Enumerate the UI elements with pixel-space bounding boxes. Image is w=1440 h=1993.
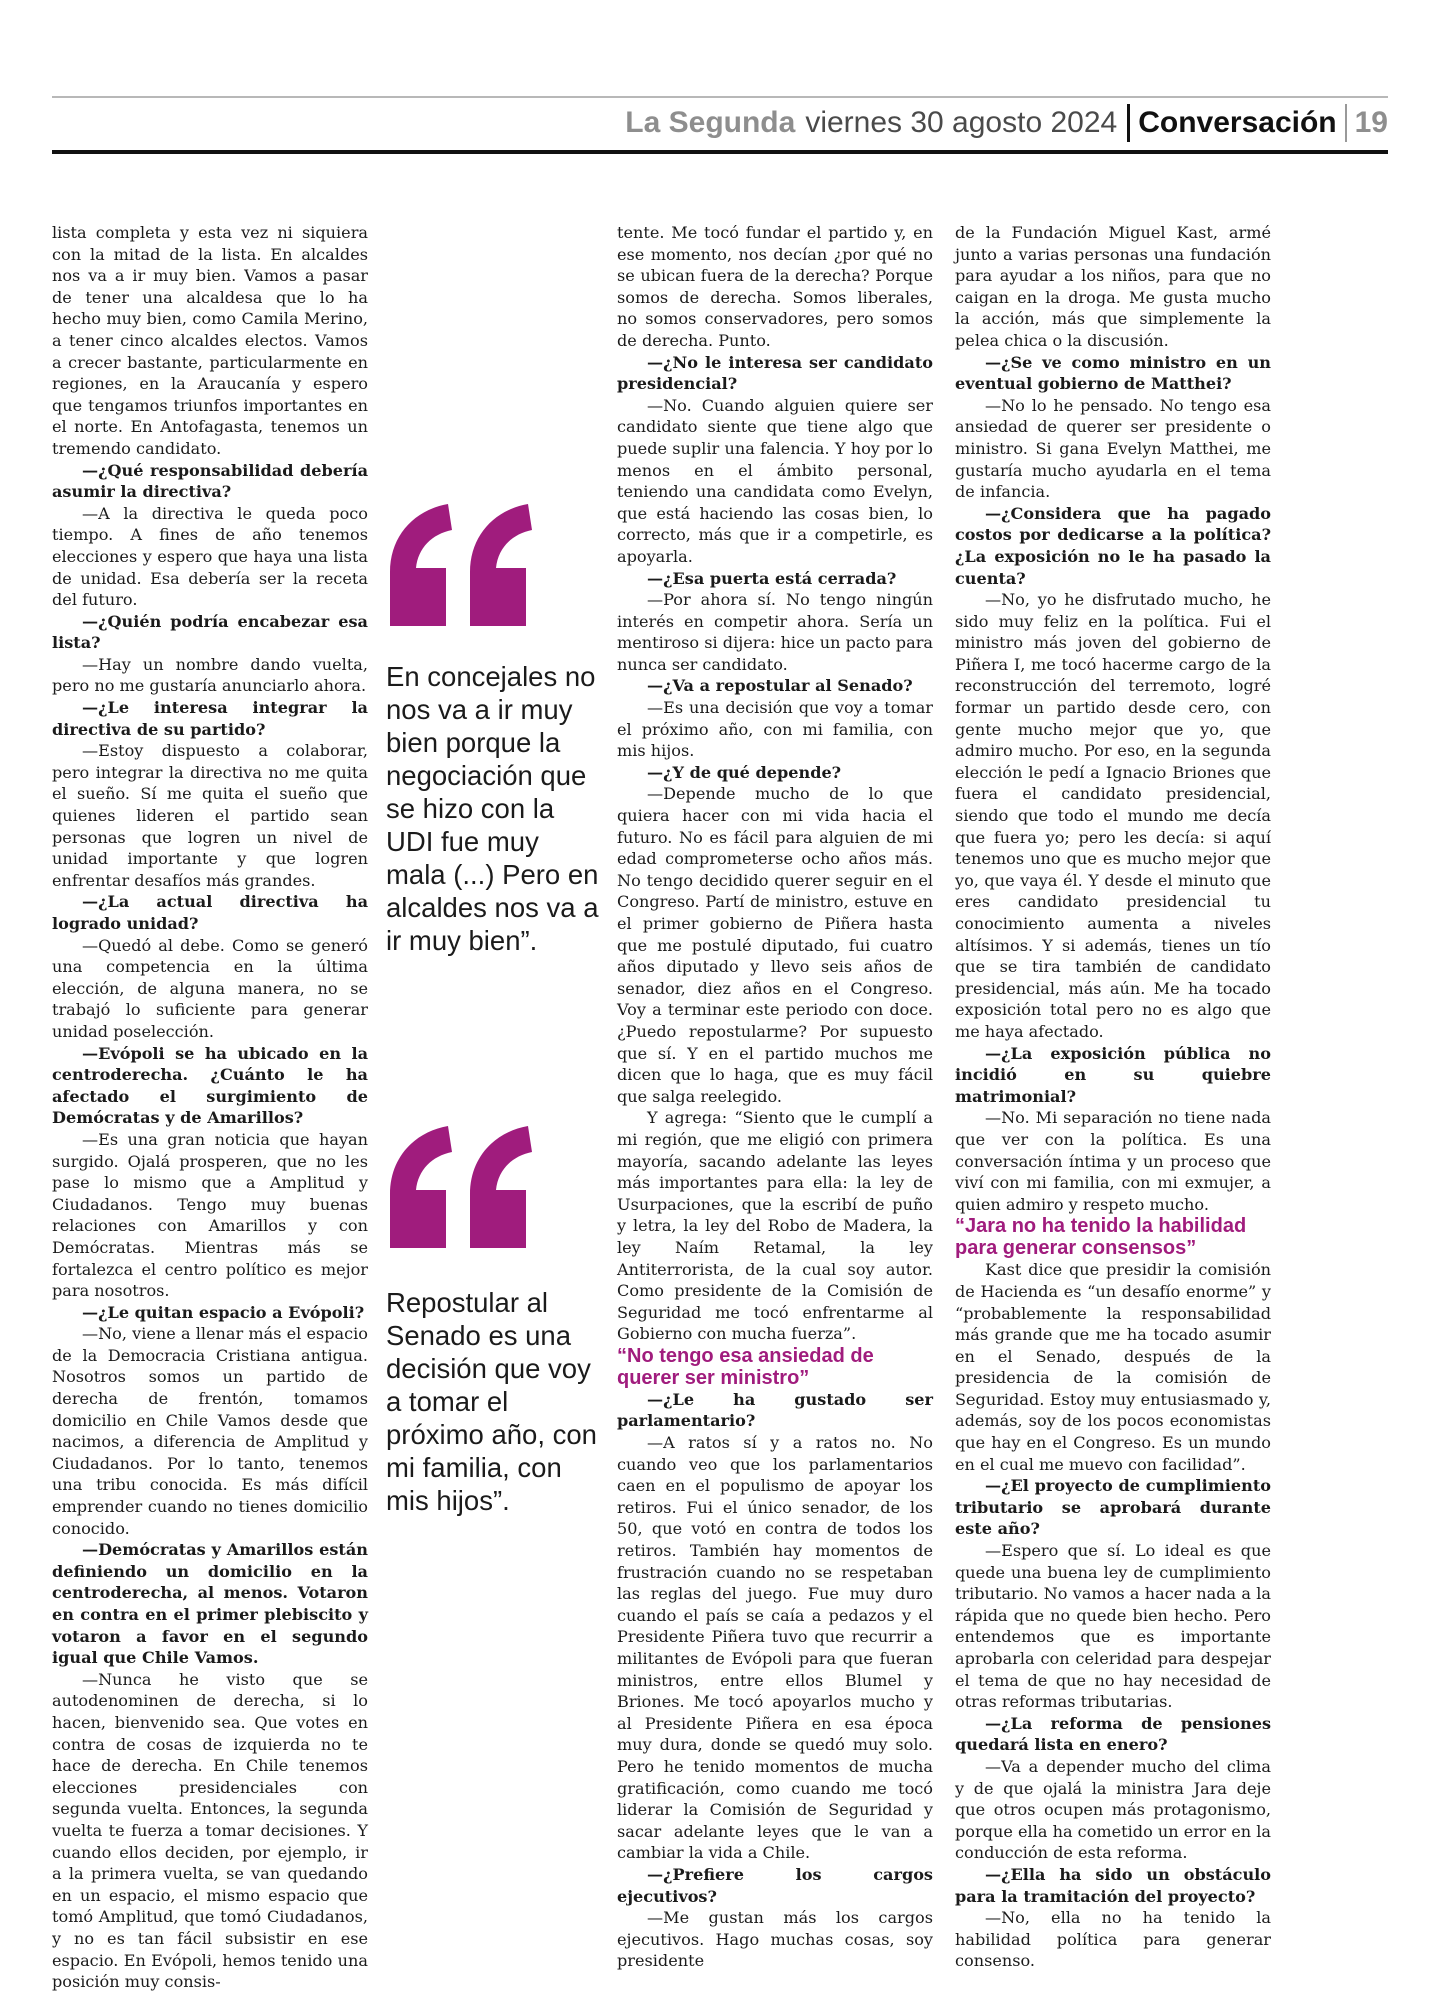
interview-question: —Evópoli se ha ubicado en la centroderecha. ¿Cuánto le ha afectado el surgimiento de Demócratas y de Amarillos? bbox=[52, 1043, 368, 1128]
paragraph: —Es una gran noticia que hayan surgido. Ojalá prosperen, que no les pase lo mismo que a Amplitud y Ciudadanos. Tengo muy buenas relaciones con Amarillos y con Demócratas. Mientras más se fortalezca el centro político es mejor para nosotros. bbox=[52, 1129, 368, 1301]
issue-date: viernes 30 agosto 2024 bbox=[805, 106, 1118, 139]
paragraph: —No, viene a llenar más el espacio de la Democracia Cristiana antigua. Nosotros somos un partido de derecha de frentón, tomamos domicilio en Chile Vamos desde que nacimos, a diferencia de Amplitud y Ciudadanos. Por lo tanto, tenemos una tribu conocida. Es más difícil emprender cuando no tienes domicilio conocido. bbox=[52, 1324, 368, 1538]
header-divider-2 bbox=[1345, 104, 1347, 142]
paragraph: —Va a depender mucho del clima y de que ojalá la ministra Jara deje que otros ocupen más protagonismo, porque ella ha cometido un error en la conducción de esta reforma. bbox=[955, 1756, 1271, 1863]
interview-question: —¿No le interesa ser candidato presidencial? bbox=[617, 352, 933, 394]
interview-question: —¿La reforma de pensiones quedará lista en enero? bbox=[955, 1713, 1271, 1755]
paragraph: —A ratos sí y a ratos no. No cuando veo que los parlamentarios caen en el populismo de apoyar los retiros. Fui el único senador, de los 50, que votó en contra de todos los retiros. También hay momentos de frustración cuando no se respetaban las reglas del juego. Fue muy duro cuando el país se caía a pedazos y el Presidente Piñera tuvo que recurrir a militantes de Evópoli para que fueran ministros, entre ellos Blumel y Briones. Me tocó apoyarlos mucho y al Presidente Piñera en esa época muy dura, donde se quedó muy solo. Pero he tenido momentos de mucha gratificación, como cuando me tocó liderar la Comisión de Seguridad y sacar adelante leyes que le van a cambiar la vida a Chile. bbox=[617, 1433, 933, 1863]
paragraph: —Es una decisión que voy a tomar el próximo año, con mi familia, con mis hijos. bbox=[617, 698, 933, 761]
paragraph: —No lo he pensado. No tengo esa ansiedad de querer ser presidente o ministro. Si gana Evelyn Matthei, me gustaría mucho ayudarla en el tema de infancia. bbox=[955, 395, 1271, 502]
interview-question: —¿Le interesa integrar la directiva de su partido? bbox=[52, 698, 368, 739]
paragraph: —A la directiva le queda poco tiempo. A fines de año tenemos elecciones y espero que haya una lista de unidad. Esa debería ser la receta del futuro. bbox=[52, 503, 368, 610]
pull-quote-2: Repostular al Senado es una decisión que voy a tomar el próximo año, con mi familia, con mis hijos”. bbox=[386, 1287, 597, 1516]
interview-question: —¿Ella ha sido un obstáculo para la tramitación del proyecto? bbox=[955, 1864, 1271, 1906]
interview-question: —¿La actual directiva ha logrado unidad? bbox=[52, 892, 368, 933]
paragraph: tente. Me tocó fundar el partido y, en ese momento, nos decían ¿por qué no se ubican fuera de la derecha? Porque somos de derecha. Somos liberales, no somos conservadores, pero somos de derecha. Punto. bbox=[617, 223, 933, 350]
interview-question: —¿Y de qué depende? bbox=[647, 762, 842, 782]
paragraph: Y agrega: “Siento que le cumplí a mi región, que me eligió con primera mayoría, sacando adelante las leyes más importantes para ella: la ley de Usurpaciones, que la escribí de puño y letra, la ley del Robo de Madera, la ley Naím Retamal, la ley Antiterrorista, de la cual soy autor. Como presidente de la Comisión de Seguridad me tocó enfrentarme al Gobierno con mucha fuerza”. bbox=[617, 1108, 933, 1344]
newspaper-name: La Segunda bbox=[625, 106, 796, 139]
paragraph: —Hay un nombre dando vuelta, pero no me gustaría anunciarlo ahora. bbox=[52, 654, 368, 696]
interview-question: —¿Esa puerta está cerrada? bbox=[647, 568, 897, 588]
interview-question: —¿Se ve como ministro en un eventual gobierno de Matthei? bbox=[955, 352, 1271, 394]
page-number: 19 bbox=[1354, 106, 1388, 139]
header-top-rule bbox=[52, 96, 1388, 98]
interview-question: —¿La exposición pública no incidió en su quiebre matrimonial? bbox=[955, 1043, 1271, 1106]
paragraph: de la Fundación Miguel Kast, armé junto a varias personas una fundación para ayudar a los niños, para que no caigan en la droga. Me gusta mucho la acción, más que simplemente la pelea chica o la discusión. bbox=[955, 223, 1271, 350]
interview-question: —¿Va a repostular al Senado? bbox=[647, 676, 913, 696]
quote-mark-icon bbox=[386, 500, 536, 630]
interview-question: —¿Qué responsabilidad debería asumir la directiva? bbox=[52, 460, 368, 502]
header-bottom-rule bbox=[52, 150, 1388, 154]
article-column-1 bbox=[52, 222, 368, 1993]
paragraph: —Depende mucho de lo que quiera hacer con mi vida hacia el futuro. No es fácil para alguien de mi edad comprometerse ocho años más. No tengo decidido querer seguir en el Congreso. Partí de ministro, estuve en el primer gobierno de Piñera hasta que me postulé diputado, fui cuatro años diputado y llevo seis años de senador, diez años en el Congreso. Voy a terminar este periodo con doce. ¿Puedo repostularme? Por supuesto que sí. Y en el partido muchos me dicen que lo haga, que es muy fácil que salga reelegido. bbox=[617, 784, 933, 1106]
section-subheading: “No tengo esa ansiedad de querer ser ministro” bbox=[617, 1344, 874, 1389]
section-subheading: “Jara no ha tenido la habilidad para generar consensos” bbox=[955, 1215, 1247, 1260]
interview-question: —¿Le ha gustado ser parlamentario? bbox=[617, 1389, 933, 1431]
pull-quote-1: En concejales no nos va a ir muy bien porque la negociación que se hizo con la UDI fue muy mala (...) Pero en alcaldes nos va a ir muy bien”. bbox=[386, 661, 599, 956]
section-name: Conversación bbox=[1138, 106, 1337, 139]
paragraph: —Estoy dispuesto a colaborar, pero integrar la directiva no me quita el sueño. Sí me quita el sueño que quienes lideren el partido sean personas que logren un nivel de unidad importante y que logren enfrentar desafíos más grandes. bbox=[52, 741, 368, 890]
interview-question: —¿Considera que ha pagado costos por dedicarse a la política? ¿La exposición no le ha pasado la cuenta? bbox=[955, 503, 1271, 588]
paragraph: —Nunca he visto que se autodenominen de derecha, si lo hacen, bienvenido sea. Que votes en contra de cosas de izquierda no te hace de derecha. En Chile tenemos elecciones presidenciales con segunda vuelta. Entonces, la segunda vuelta te fuerza a tomar decisiones. Y cuando ellos deciden, por ejemplo, ir a la primera vuelta, se van quedando en un espacio, el mismo espacio que tomó Amplitud, que tomó Ciudadanos, y no es tan fácil subsistir en ese espacio. En Evópoli, hemos tenido una posición muy consis- bbox=[52, 1669, 368, 1992]
interview-question: —¿Quién podría encabezar esa lista? bbox=[52, 611, 368, 653]
interview-question: —¿Le quitan espacio a Evópoli? bbox=[82, 1302, 365, 1322]
paragraph: lista completa y esta vez ni siquiera con la mitad de la lista. En alcaldes nos va a ir muy bien. Vamos a pasar de tener una alcaldesa que lo ha hecho muy bien, como Camila Merino, a tener cinco alcaldes electos. Vamos a crecer bastante, particularmente en regiones, en la Araucanía y espero que tengamos triunfos importantes en el norte. En Antofagasta, tenemos un tremendo candidato. bbox=[52, 223, 368, 458]
paragraph: —No, yo he disfrutado mucho, he sido muy feliz en la política. Fui el ministro más joven del gobierno de Piñera I, me tocó hacerme cargo de la reconstrucción del terremoto, logré formar un partido desde cero, con gente mucho mejor que yo, que admiro mucho. Por eso, en la segunda elección le pedí a Ignacio Briones que fuera el candidato presidencial, siendo que todo el mundo me decía que fuera yo; pero les decía: si aquí tenemos uno que es mucho mejor que yo, que vaya él. Y desde el minuto que eres candidato presidencial tu conocimiento aumenta a niveles altísimos. Y si además, tienes un tío que se tira también de candidato presidencial, más aún. Me ha tocado exposición total pero no es algo que me haya afectado. bbox=[955, 590, 1271, 1041]
paragraph: Kast dice que presidir la comisión de Hacienda es “un desafío enorme” y “probablemente la responsabilidad más grande que me ha tocado asumir en el Senado, después de la presidencia de la comisión de Seguridad. Estoy muy entusiasmado y, además, soy de los pocos economistas que hay en el Congreso. Es un mundo en el cual me muevo con facilidad”. bbox=[955, 1260, 1271, 1474]
interview-question: —¿El proyecto de cumplimiento tributario se aprobará durante este año? bbox=[955, 1476, 1271, 1539]
article-column-3 bbox=[617, 222, 933, 1972]
paragraph: —No, ella no ha tenido la habilidad política para generar consenso. bbox=[955, 1908, 1271, 1971]
quote-mark-icon bbox=[386, 1122, 536, 1252]
article-column-4 bbox=[955, 222, 1271, 1972]
paragraph: —No. Cuando alguien quiere ser candidato siente que tiene algo que puede suplir una falencia. Y hoy por lo menos en el ámbito personal, teniendo una candidata como Evelyn, que está haciendo las cosas bien, lo correcto, más que ir a competirle, es apoyarla. bbox=[617, 395, 933, 566]
paragraph: —Me gustan más los cargos ejecutivos. Hago muchas cosas, soy presidente bbox=[617, 1908, 933, 1971]
interview-question: —Demócratas y Amarillos están definiendo un domicilio en la centroderecha, al menos. Votaron en contra en el primer plebiscito y votaron a favor en el segundo igual que Chile Vamos. bbox=[52, 1540, 368, 1668]
paragraph: —Espero que sí. Lo ideal es que quede una buena ley de cumplimiento tributario. No vamos a hacer nada a la rápida que no quede bien hecho. Pero entendemos que es importante aprobarla con celeridad para despejar el tema de que no hay necesidad de otras reformas tributarias. bbox=[955, 1541, 1271, 1712]
page-header bbox=[625, 100, 1388, 146]
paragraph: —No. Mi separación no tiene nada que ver con la política. Es una conversación íntima y un proceso que viví con mi familia, con mi exmujer, a quien admiro y respeto mucho. bbox=[955, 1108, 1271, 1214]
interview-question: —¿Prefiere los cargos ejecutivos? bbox=[617, 1864, 933, 1906]
paragraph: —Quedó al debe. Como se generó una competencia en la última elección, de alguna manera, no se trabajó lo suficiente para generar unidad poselección. bbox=[52, 935, 368, 1041]
paragraph: —Por ahora sí. No tengo ningún interés en competir ahora. Sería un mentiroso si dijera: hice un pacto para nunca ser candidato. bbox=[617, 590, 933, 674]
header-divider bbox=[1127, 104, 1130, 142]
